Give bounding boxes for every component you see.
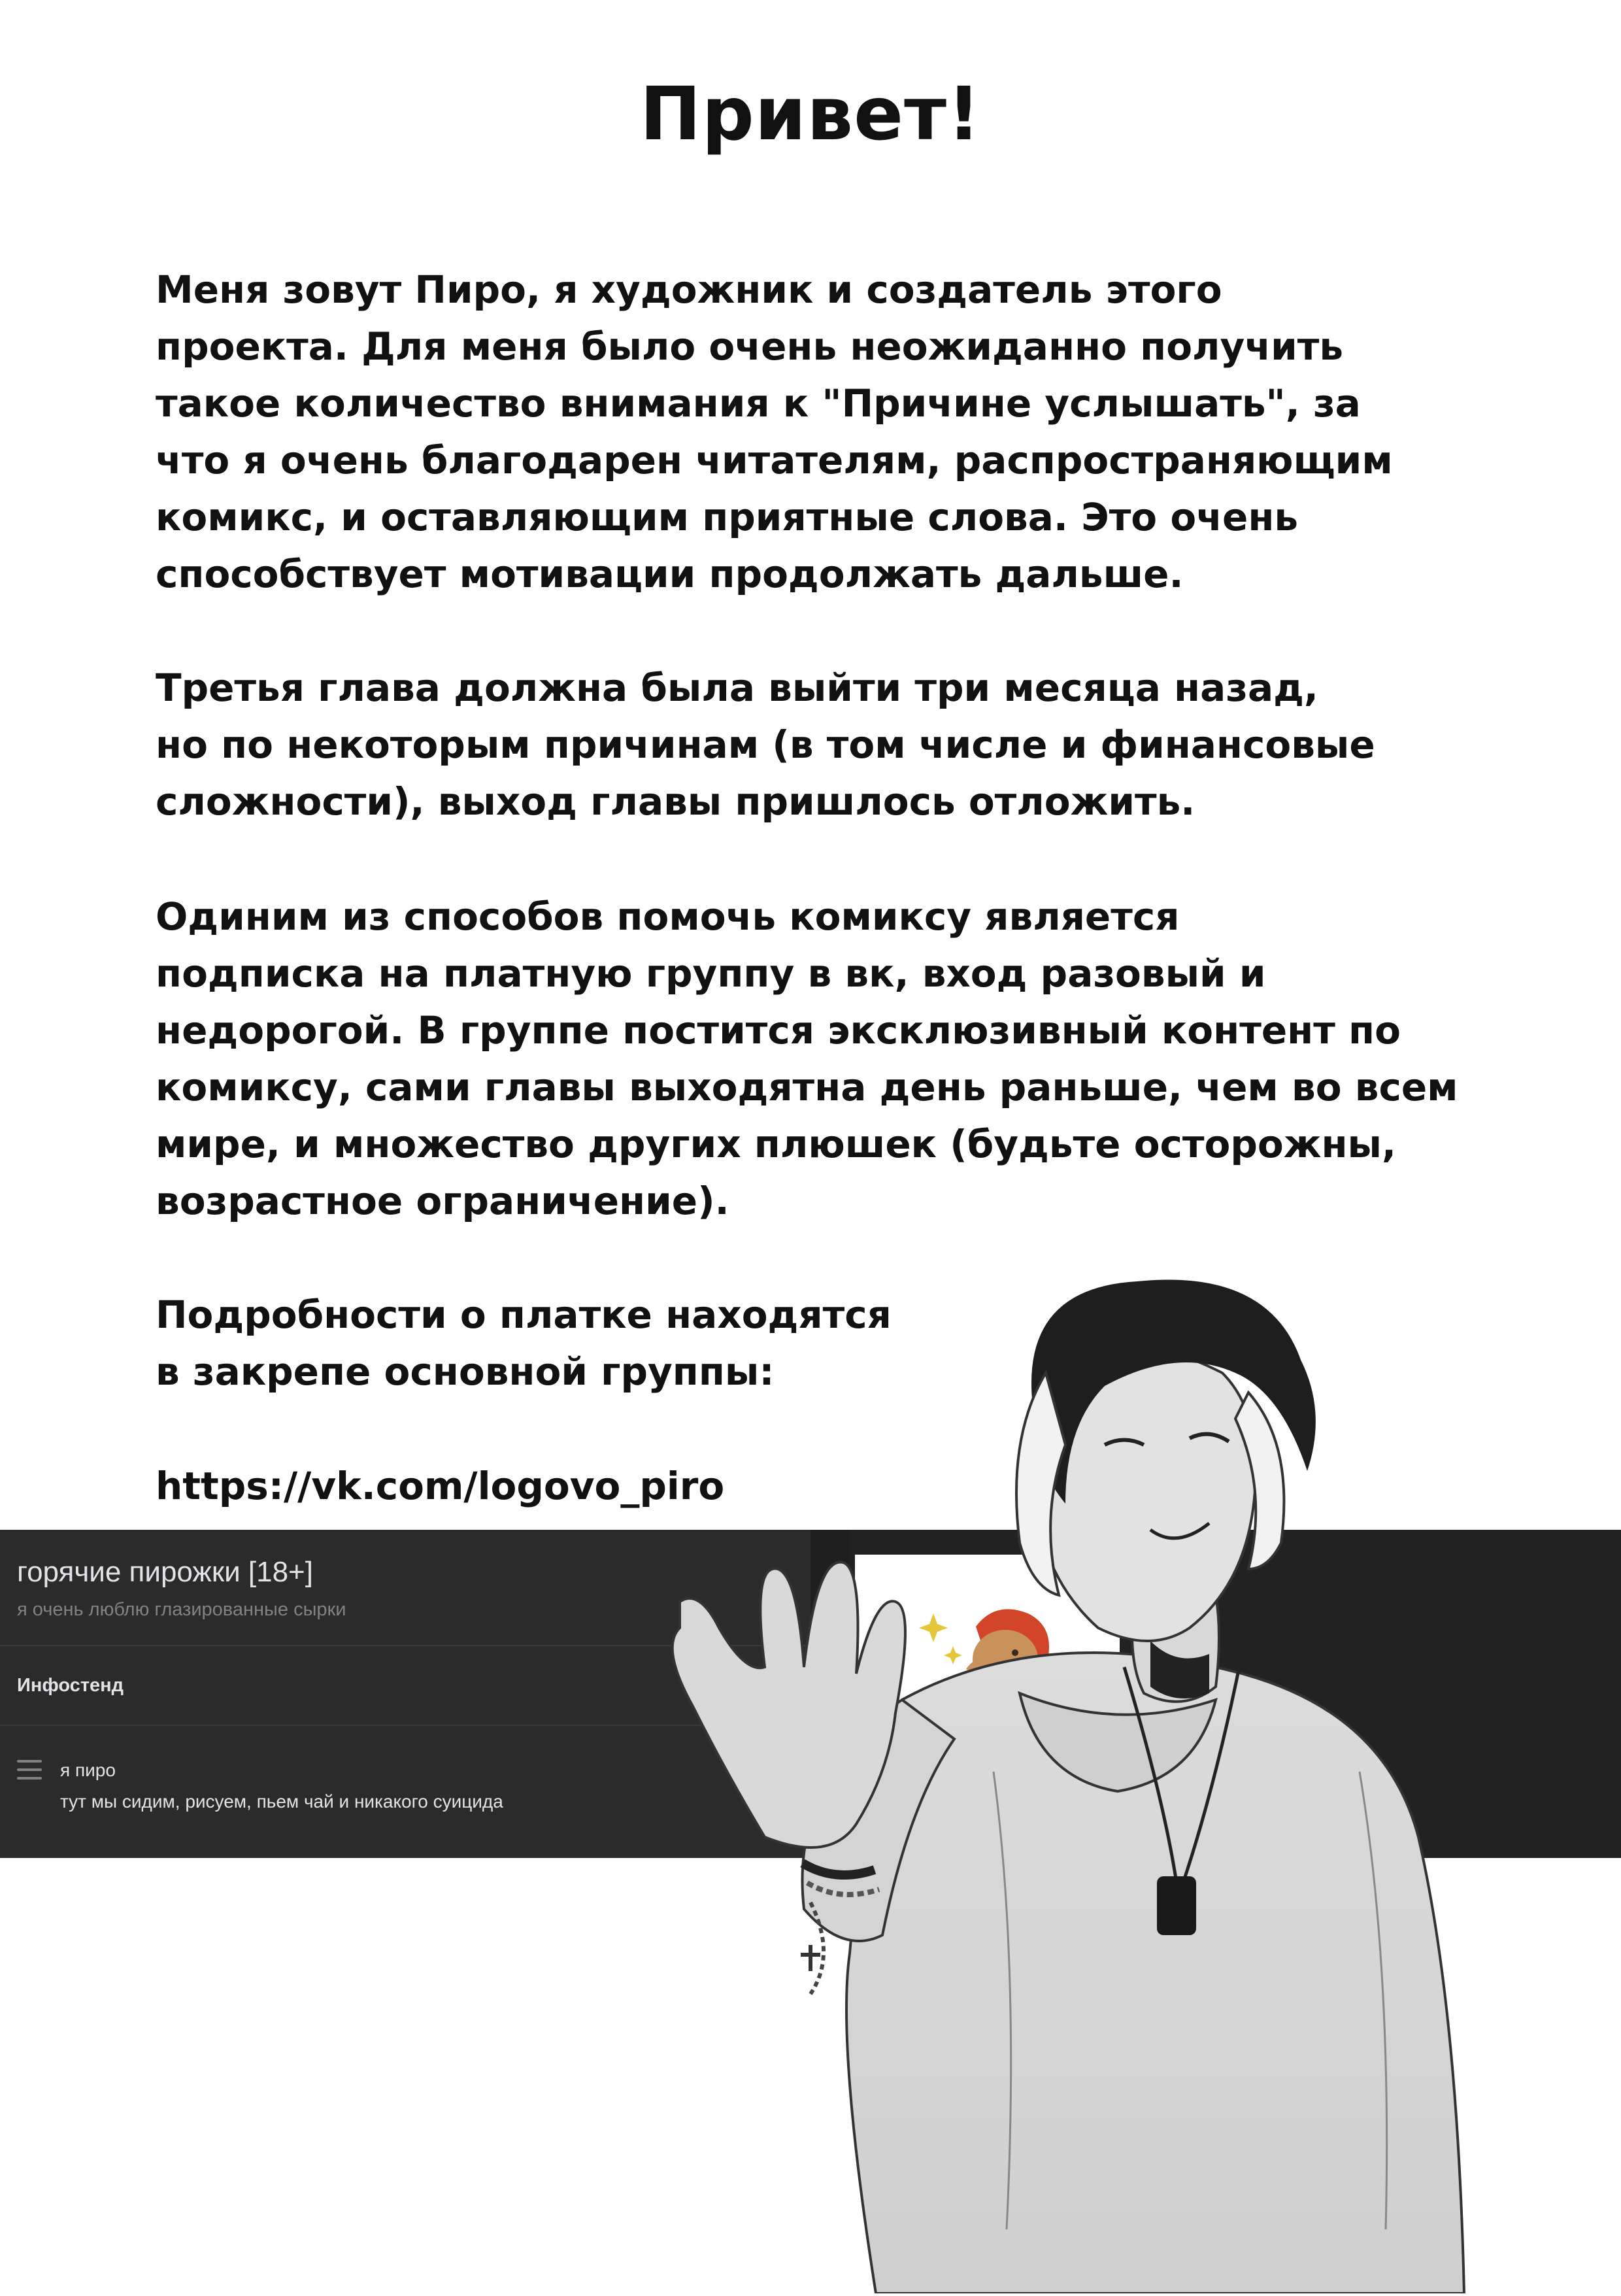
support-paragraph: Одиним из способов помочь комиксу является подписка на платную группу в вк, вход разовый и недорогой. В группе постится эксклюзивный контент по комиксу, сами главы выходятна день раньше, чем во всем мире, и множество других плюшек (будьте осторожны, возрастное ограничение).	[156, 894, 1458, 1223]
intro-paragraph: Меня зовут Пиро, я художник и создатель этого проекта. Для меня было очень неожиданно получить такое количество внимания к "Причине услышать", за что я очень благодарен читателям, распространяющим комикс, и оставляющим приятные слова. Это очень способствует мотивации продолжать дальше.	[156, 267, 1393, 596]
details-paragraph: Подробности о платке находятся в закрепе основной группы:	[156, 1292, 892, 1394]
character-waving-illustration	[654, 1275, 1621, 2293]
vk-group-name: горячие пирожки [18+]	[17, 1556, 313, 1588]
vk-section-title: Инфостенд	[17, 1675, 124, 1696]
vk-post-text: тут мы сидим, рисуем, пьем чай и никакого суицида	[60, 1791, 503, 1812]
menu-icon	[17, 1760, 42, 1780]
group-link[interactable]: https://vk.com/logovo_piro	[156, 1464, 725, 1508]
page-title: Привет!	[639, 72, 982, 157]
vk-group-status: я очень люблю глазированные сырки	[17, 1599, 346, 1620]
vk-post-author: я пиро	[60, 1760, 116, 1780]
delay-paragraph: Третья глава должна была выйти три месяца назад, но по некоторым причинам (в том числе и финансовые сложности), выход главы пришлось отложить.	[156, 666, 1375, 824]
character-svg	[654, 1275, 1621, 2293]
